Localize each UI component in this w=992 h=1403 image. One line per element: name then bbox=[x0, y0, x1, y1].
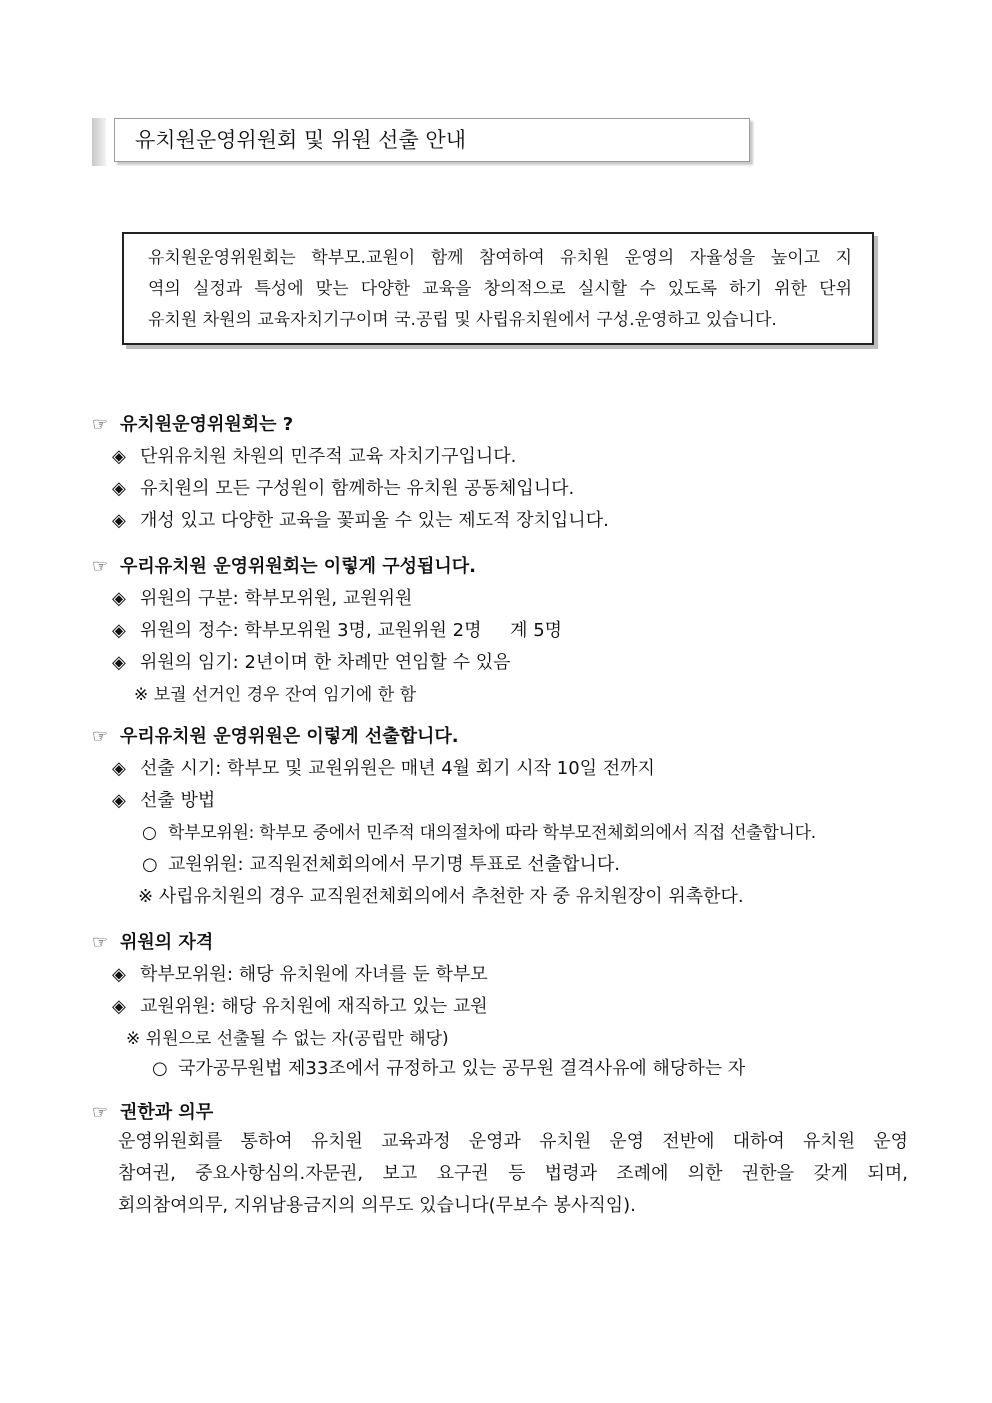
sub-item bbox=[152, 1054, 745, 1080]
diamond-bullet-icon: ◈ bbox=[112, 510, 126, 531]
list-item-text: 교원위원: 해당 유치원에 재직하고 있는 교원 bbox=[140, 996, 488, 1017]
section-heading bbox=[92, 552, 476, 578]
diamond-bullet-icon: ◈ bbox=[112, 996, 126, 1017]
list-item bbox=[112, 442, 516, 468]
section-heading-text: 권한과 의무 bbox=[120, 1102, 214, 1123]
section-heading bbox=[92, 928, 213, 954]
list-item bbox=[112, 616, 562, 642]
note-text: 사립유치원의 경우 교직원전체회의에서 추천한 자 중 유치원장이 위촉한다. bbox=[158, 886, 744, 907]
section-heading-text: 우리유치원 운영위원회는 이렇게 구성됩니다. bbox=[120, 556, 477, 577]
rights-paragraph bbox=[118, 1126, 908, 1222]
diamond-bullet-icon: ◈ bbox=[112, 478, 126, 499]
paragraph-line: 회의참여의무, 지위남용금지의 의무도 있습니다(무보수 봉사직임). bbox=[118, 1195, 636, 1216]
diamond-bullet-icon: ◈ bbox=[112, 446, 126, 467]
list-item-text: 위원의 구분: 학부모위원, 교원위원 bbox=[140, 588, 413, 609]
list-item-text: 선출 시기: 학부모 및 교원위원은 매년 4월 회기 시작 10일 전까지 bbox=[140, 758, 655, 779]
note-mark-icon: ※ bbox=[134, 685, 149, 705]
diamond-bullet-icon: ◈ bbox=[112, 758, 126, 779]
note-text: 보궐 선거인 경우 잔여 임기에 한 함 bbox=[153, 685, 416, 705]
circle-bullet-icon: ○ bbox=[142, 823, 157, 843]
diamond-bullet-icon: ◈ bbox=[112, 790, 126, 811]
pointing-hand-icon: ☞ bbox=[92, 932, 109, 953]
section-heading bbox=[92, 1098, 213, 1124]
intro-box bbox=[122, 232, 874, 345]
list-item-text: 선출 방법 bbox=[140, 790, 216, 811]
pointing-hand-icon: ☞ bbox=[92, 414, 109, 435]
sub-item-text: 국가공무원법 제33조에서 규정하고 있는 공무원 결격사유에 해당하는 자 bbox=[178, 1058, 746, 1079]
list-item bbox=[112, 992, 488, 1018]
note-line bbox=[134, 680, 416, 705]
list-item-text: 학부모위원: 해당 유치원에 자녀를 둔 학부모 bbox=[140, 964, 488, 985]
sub-item bbox=[142, 850, 620, 876]
intro-line: 유치원운영위원회는 학부모.교원이 함께 참여하여 유치원 운영의 자율성을 높이고 지 bbox=[148, 248, 852, 268]
sub-item bbox=[142, 818, 816, 843]
pointing-hand-icon: ☞ bbox=[92, 556, 109, 577]
intro-line: 역의 실정과 특성에 맞는 다양한 교육을 창의적으로 실시할 수 있도록 하기 위한 단위 bbox=[148, 279, 852, 299]
note-line bbox=[138, 882, 744, 908]
title-block bbox=[92, 118, 754, 166]
page-title: 유치원운영위원회 및 위원 선출 안내 bbox=[114, 118, 750, 162]
list-item-text: 위원의 임기: 2년이며 한 차례만 연임할 수 있음 bbox=[140, 652, 511, 673]
list-item bbox=[112, 506, 609, 532]
paragraph-line: 운영위원회를 통하여 유치원 교육과정 운영과 유치원 운영 전반에 대하여 유치원 운영 bbox=[118, 1131, 908, 1152]
section-heading-text: 우리유치원 운영위원은 이렇게 선출합니다. bbox=[120, 726, 459, 747]
note-line bbox=[126, 1024, 449, 1049]
title-accent-bar bbox=[92, 118, 106, 166]
note-mark-icon: ※ bbox=[126, 1029, 141, 1049]
sub-item-text: 교원위원: 교직원전체회의에서 무기명 투표로 선출합니다. bbox=[168, 854, 620, 875]
circle-bullet-icon: ○ bbox=[142, 854, 158, 875]
list-item-text: 단위유치원 차원의 민주적 교육 자치기구입니다. bbox=[140, 446, 517, 467]
section-heading-text: 유치원운영위원회는 ? bbox=[120, 414, 294, 435]
pointing-hand-icon: ☞ bbox=[92, 726, 109, 747]
list-item-text: 유치원의 모든 구성원이 함께하는 유치원 공동체입니다. bbox=[140, 478, 575, 499]
note-mark-icon: ※ bbox=[138, 886, 154, 907]
section-heading bbox=[92, 722, 459, 748]
diamond-bullet-icon: ◈ bbox=[112, 964, 126, 985]
paragraph-line: 참여권, 중요사항심의.자문권, 보고 요구권 등 법령과 조례에 의한 권한을 갖게 되며, bbox=[118, 1163, 908, 1184]
note-text: 위원으로 선출될 수 없는 자(공립만 해당) bbox=[145, 1029, 449, 1049]
list-item bbox=[112, 960, 488, 986]
list-item bbox=[112, 474, 574, 500]
circle-bullet-icon: ○ bbox=[152, 1058, 168, 1079]
pointing-hand-icon: ☞ bbox=[92, 1102, 109, 1123]
intro-line: 유치원 차원의 교육자치기구이며 국.공립 및 사립유치원에서 구성.운영하고 있습니다. bbox=[148, 310, 777, 330]
list-item bbox=[112, 584, 412, 610]
list-item bbox=[112, 648, 511, 674]
list-item-text: 위원의 정수: 학부모위원 3명, 교원위원 2명 계 5명 bbox=[140, 620, 563, 641]
list-item-text: 개성 있고 다양한 교육을 꽃피울 수 있는 제도적 장치입니다. bbox=[140, 510, 609, 531]
list-item bbox=[112, 754, 655, 780]
section-heading-text: 위원의 자격 bbox=[120, 932, 214, 953]
diamond-bullet-icon: ◈ bbox=[112, 588, 126, 609]
diamond-bullet-icon: ◈ bbox=[112, 620, 126, 641]
list-item bbox=[112, 786, 215, 812]
sub-item-text: 학부모위원: 학부모 중에서 민주적 대의절차에 따라 학부모전체회의에서 직접 선출합니다. bbox=[168, 823, 816, 843]
diamond-bullet-icon: ◈ bbox=[112, 652, 126, 673]
section-heading bbox=[92, 410, 293, 436]
